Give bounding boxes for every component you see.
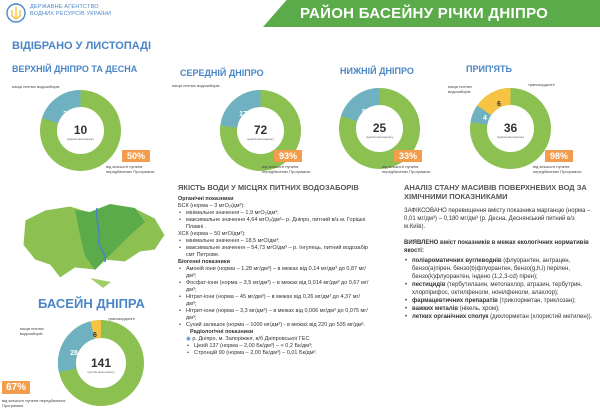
confirm-text-dnipro: від кількості пунктів передбачених Програмою [2,398,66,408]
radio-title: Радіологічні показники [190,329,254,335]
donut-trans-prypiat: 6 [497,101,501,108]
selected-title: ВІДІБРАНО У ЛИСТОПАДІ [12,40,152,52]
donut-total-middle: 72 [253,123,268,137]
organic-title: Органічні показники [178,196,234,202]
radio-location-text: р. Дніпро, м. Запоріжжя, в/б Дніпровської ГЕС [192,336,310,342]
analysis-item-detail: (триклорметан, триклозан); [499,298,576,304]
donut-caption-middle: пунктів моніторингу [246,137,275,141]
crimea-shape [90,278,111,288]
donut-slice-trans-dnipro [93,329,102,330]
donut-sites-upper: 2 [63,111,67,118]
analysis-title: АНАЛІЗ СТАНУ МАСИВІВ ПОВЕРХНЕВИХ ВОД ЗА ХІМІЧНИМИ ПОКАЗНИКАМИ [404,183,587,201]
basin-name-lower: НИЖНІЙ ДНІПРО [340,66,414,76]
analysis-item-detail: (дихлорметан (хлористий метилен)). [490,314,593,320]
pct-badge-upper: 50% [122,150,150,162]
bsk-list [178,210,370,231]
hsk-list [178,238,370,259]
list-item: • мінімальне значення – 18,5 мгО/дм³; [178,238,370,245]
legend-sites-label-prypiat: місця питних водозаборів [448,84,472,94]
legend-sites-label-dnipro: місця питних водозаборів [20,326,44,336]
list-item: • Стронцій 90 (норма – 2,00 Бк/дм³) – 0,01 Бк/дм³. [186,350,370,357]
analysis-found: ВИЯВЛЕНО вміст показників в межах екологічних нормативів якості: [404,240,589,254]
analysis-item-detail: (флуорантен, антрацен, бензо(а)пірен, бензо(b)флуорантен, бензо(g,h,i) перілен, бензо(k)флуорантен, індено (1,2,3-cd) пірен); [412,258,571,280]
analysis-section [404,183,596,321]
confirm-text-prypiat: від кількості пунктів передбачених Програмою [533,164,582,174]
agency-line-2: ВОДНИХ РЕСУРСІВ УКРАЇНИ [30,10,112,17]
confirm-text-upper: від кількості пунктів передбачених Програмою [106,164,155,174]
list-item [404,257,596,281]
donut-sites-dnipro: 28 [70,350,78,357]
agency-logo [6,3,26,23]
analysis-item-label: поліароматичних вуглеводнів [412,258,502,264]
donut-chart-upper [38,88,123,173]
donut-caption-lower: пунктів моніторингу [365,135,394,139]
analysis-item-label: фармацевтичних препаратів [412,298,498,304]
list-item: • Нітрат-іони (норма – 45 мг/дм³) – в межах від 0,26 мг/дм³ до 4,37 мг/дм³; [178,294,370,308]
donut-trans-dnipro: 6 [93,332,97,339]
list-item: • Сухий залишок (норма – 1000 мг/дм³) - в межах від 220 до 535 мг/дм³. [178,322,370,329]
quality-title: ЯКІСТЬ ВОДИ У МІСЦЯХ ПИТНИХ ВОДОЗАБОРІВ [178,183,359,192]
list-item: • мінімальне значення – 1,9 мгО₂/дм³; [178,210,370,217]
donut-total-dnipro: 141 [90,356,112,370]
donut-caption-upper: пунктів моніторингу [66,137,95,141]
analysis-item-label: пестицидів [412,282,446,288]
list-item: • максимальне значення – 54,73 мгО/дм³ – р. Інгулець, питний водозабір смт Петрове. [178,245,370,259]
quality-section [178,183,370,357]
location-pin-icon: ◉ [186,336,191,342]
biogenic-title: Біогенні показники [178,259,231,265]
bsk-norm: БСК (норма – 3 мгО₂/дм³): [178,203,245,209]
donut-total-upper: 10 [73,123,88,137]
donut-sites-prypiat: 4 [483,115,487,122]
confirm-text-lower: від кількості пунктів передбачених Програмою [382,164,431,174]
list-item: • максимальне значення 4,64 мгО₂/дм³– р. Дніпро, питний в/з м. Горішні Плавні . [178,217,370,231]
pct-badge-prypiat: 98% [545,150,573,162]
donut-chart-dnipro [56,318,146,408]
analysis-item-detail: (нікель, хром); [459,306,500,312]
confirm-text-middle: від кількості пунктів передбачених Програмою [262,164,311,174]
legend-trans-label-prypiat: транскордонні [528,82,555,87]
analysis-list [404,257,596,321]
donut-caption-prypiat: пунктів моніторингу [496,135,525,139]
donut-total-lower: 25 [372,121,387,135]
analysis-fixed: ЗАФІКСОВАНО перевищення вмісту показника марганцю (норма – 0,01 мг/дм³) – 0,180 мг/дм³ (р. Десна, Деснянський питний в/з м.Київ). [404,208,591,230]
donut-sites-lower: 5 [362,109,366,116]
agency-name [30,4,111,17]
list-item: • Цезій 137 (норма – 2,00 Бк/дм³) – < 0,2 Бк/дм³; [186,343,370,350]
pct-badge-middle: 93% [274,150,302,162]
list-item [404,281,596,297]
donut-sites-middle: 17 [239,111,247,118]
list-item: • Нітрит-іони (норма – 3,3 мг/дм³) – в межах від 0,006 мг/дм³ до 0,075 мг/дм³; [178,308,370,322]
donut-caption-dnipro: пунктів моніторингу [87,370,115,374]
basin-name-prypiat: ПРИП'ЯТЬ [466,64,512,74]
list-item [404,297,596,305]
radio-list [178,343,370,357]
pct-badge-lower: 33% [394,150,422,162]
basin-name-upper: ВЕРХНІЙ ДНІПРО ТА ДЕСНА [12,64,138,74]
analysis-item-label: важких металів [412,306,459,312]
biogenic-list [178,266,370,329]
legend-trans-label-dnipro: транскордонні [108,316,135,321]
hsk-norm: ХСК (норма – 50 мгО/дм³): [178,231,246,237]
basin-name-middle: СЕРЕДНІЙ ДНІПРО [180,68,264,78]
radio-location [178,336,370,343]
list-item [404,305,596,313]
agency-line-1: ДЕРЖАВНЕ АГЕНТСТВО [30,4,99,10]
list-item: • Фосфат-іони (норма – 3,5 мг/дм³) – в межах від 0,014 мг/дм³ до 0,67 мг/дм³; [178,280,370,294]
legend-sites-label-middle: місця питних водозаборів [172,83,220,88]
donut-chart-prypiat [468,86,553,171]
ukraine-map [15,190,170,295]
legend-sites-label: місця питних водозаборів [12,84,60,89]
list-item [404,313,596,321]
pct-badge-dnipro: 67% [2,381,30,394]
list-item: • Амоній іони (норма – 1,28 мг/дм³) – в межах від 0,14 мг/дм³ до 0,87 мг/дм³; [178,266,370,280]
basin-name-dnipro: БАСЕЙН ДНІПРА [38,296,145,311]
donut-total-prypiat: 36 [503,121,518,135]
page-title: РАЙОН БАСЕЙНУ РІЧКИ ДНІПРО [300,5,549,22]
analysis-item-detail: (тербутилазин, метолахлор, атразин, тербутрин, хлорпірифос, октилфеноли, нонілфеноли, алахлор); [412,282,583,296]
analysis-item-label: летких органічних сполук [412,314,489,320]
